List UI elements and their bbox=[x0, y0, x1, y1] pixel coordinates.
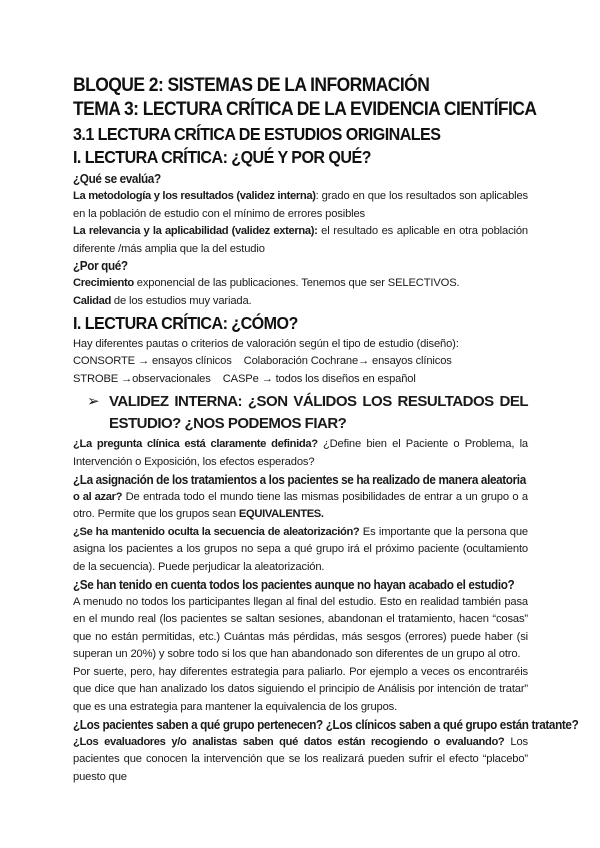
section-heading: 3.1 LECTURA CRÍTICA DE ESTUDIOS ORIGINALES bbox=[73, 124, 441, 144]
crecimiento-paragraph bbox=[73, 275, 528, 293]
calidad-text: de los estudios muy variada. bbox=[110, 294, 252, 307]
q5-heading: ¿Los pacientes saben a qué grupo pertenecen? ¿Los clínicos saben a qué grupo están tratante? bbox=[73, 717, 579, 732]
q3-paragraph bbox=[73, 524, 528, 577]
metodologia-paragraph bbox=[73, 188, 528, 223]
q2-term: o al azar? bbox=[73, 490, 123, 503]
guidelines-row-2 bbox=[73, 371, 528, 389]
relevancia-term: La relevancia y la aplicabilidad (validez externa): bbox=[73, 225, 318, 238]
que-se-evalua-question: ¿Qué se evalúa? bbox=[73, 172, 161, 186]
relevancia-paragraph bbox=[73, 223, 528, 258]
q6-term: ¿Los evaluadores y/o analistas saben qué datos están recogiendo o evaluando? bbox=[73, 735, 505, 748]
calidad-term: Calidad bbox=[73, 294, 111, 307]
crecimiento-text: exponencial de las publicaciones. Tenemos que ser SELECTIVOS. bbox=[133, 277, 460, 290]
q6-text: Los pacientes que conocen la intervención que se los realizará pueden sufrir el efecto “placebo” puesto que bbox=[73, 735, 528, 783]
strobe-item: STROBE →observacionales bbox=[73, 372, 211, 385]
relevancia-text: el resultado es aplicable en otra población diferente /más amplia que la del estudio bbox=[73, 225, 528, 255]
validez-interna-text: VALIDEZ INTERNA: ¿SON VÁLIDOS LOS RESULTADOS DEL ESTUDIO? ¿NOS PODEMOS FIAR? bbox=[109, 393, 528, 433]
q4-paragraph-2: Por suerte, pero, hay diferentes estrategia para paliarlo. Por ejemplo a veces os encontraréis que dice que han analizado los datos siguiendo el principio de Análisis por intención de tratar” que es una estrategia para mantener la equivalencia de los grupos. bbox=[73, 665, 528, 714]
metodologia-term: La metodología y los resultados (validez interna) bbox=[73, 190, 316, 202]
tema-heading: TEMA 3: LECTURA CRÍTICA DE LA EVIDENCIA CIENTÍFICA bbox=[73, 99, 537, 120]
como-intro: Hay diferentes pautas o criterios de valoración según el tipo de estudio (diseño): bbox=[73, 337, 459, 350]
metodologia-text: : grado en que los resultados son aplicables en la población de estudio con el mínimo de errores posibles bbox=[73, 190, 528, 220]
q1-paragraph bbox=[73, 436, 528, 471]
q3-term: ¿Se ha mantenido oculta la secuencia de aleatorización? bbox=[73, 525, 360, 538]
crecimiento-term: Crecimiento bbox=[73, 277, 134, 290]
q4-paragraph-1: A menudo no todos los participantes llegan al final del estudio. Esto en realidad también pasa en el mundo real (los pacientes se saltan sesiones, abandonan el tratamiento, hacen “cosas” que no están permitidas, etc.) Cuántas más pérdidas, más sesgos (errores) puede haber (si superan un 20%) y sobre todo si los que han abandonado son diferentes de un grupo al otro. bbox=[73, 595, 528, 661]
arrow-bullet-icon: ➢ bbox=[87, 393, 100, 411]
guidelines-row-1 bbox=[73, 353, 528, 371]
consorte-item: CONSORTE → ensayos clínicos bbox=[73, 355, 232, 368]
validez-interna-heading bbox=[87, 391, 528, 435]
cochrane-item: Colaboración Cochrane→ ensayos clínicos bbox=[243, 355, 452, 368]
caspe-item: CASPe → todos los diseños en español bbox=[222, 372, 416, 385]
q2-equivalentes: EQUIVALENTES. bbox=[238, 508, 324, 521]
q4-heading: ¿Se han tenido en cuenta todos los pacientes aunque no hayan acabado el estudio? bbox=[73, 577, 515, 592]
part1-heading: I. LECTURA CRÍTICA: ¿QUÉ Y POR QUÉ? bbox=[73, 147, 371, 167]
bloque-heading: BLOQUE 2: SISTEMAS DE LA INFORMACIÓN bbox=[73, 75, 430, 96]
part2-heading: I. LECTURA CRÍTICA: ¿CÓMO? bbox=[73, 312, 298, 333]
q1-text: ¿Define bien el Paciente o Problema, la Intervención o Exposición, los efectos esperados? bbox=[73, 438, 528, 468]
q6-paragraph bbox=[73, 734, 528, 787]
calidad-paragraph bbox=[73, 293, 528, 311]
q2-heading: ¿La asignación de los tratamientos a los pacientes se ha realizado de manera aleatoria bbox=[73, 472, 526, 487]
q1-term: ¿La pregunta clínica está claramente definida? bbox=[73, 438, 318, 451]
q3-text: Es importante que la persona que asigna los pacientes a los grupos no sepa a qué grupo irá el próximo paciente (ocultamiento de la secuencia). Puede perjudicar la aleatorización. bbox=[73, 525, 528, 573]
q2-text: De entrada todo el mundo tiene las mismas posibilidades de entrar a un grupo o a otro. Permite que los grupos sean bbox=[73, 490, 529, 521]
q2-paragraph bbox=[73, 489, 528, 524]
por-que-question: ¿Por qué? bbox=[73, 259, 128, 274]
